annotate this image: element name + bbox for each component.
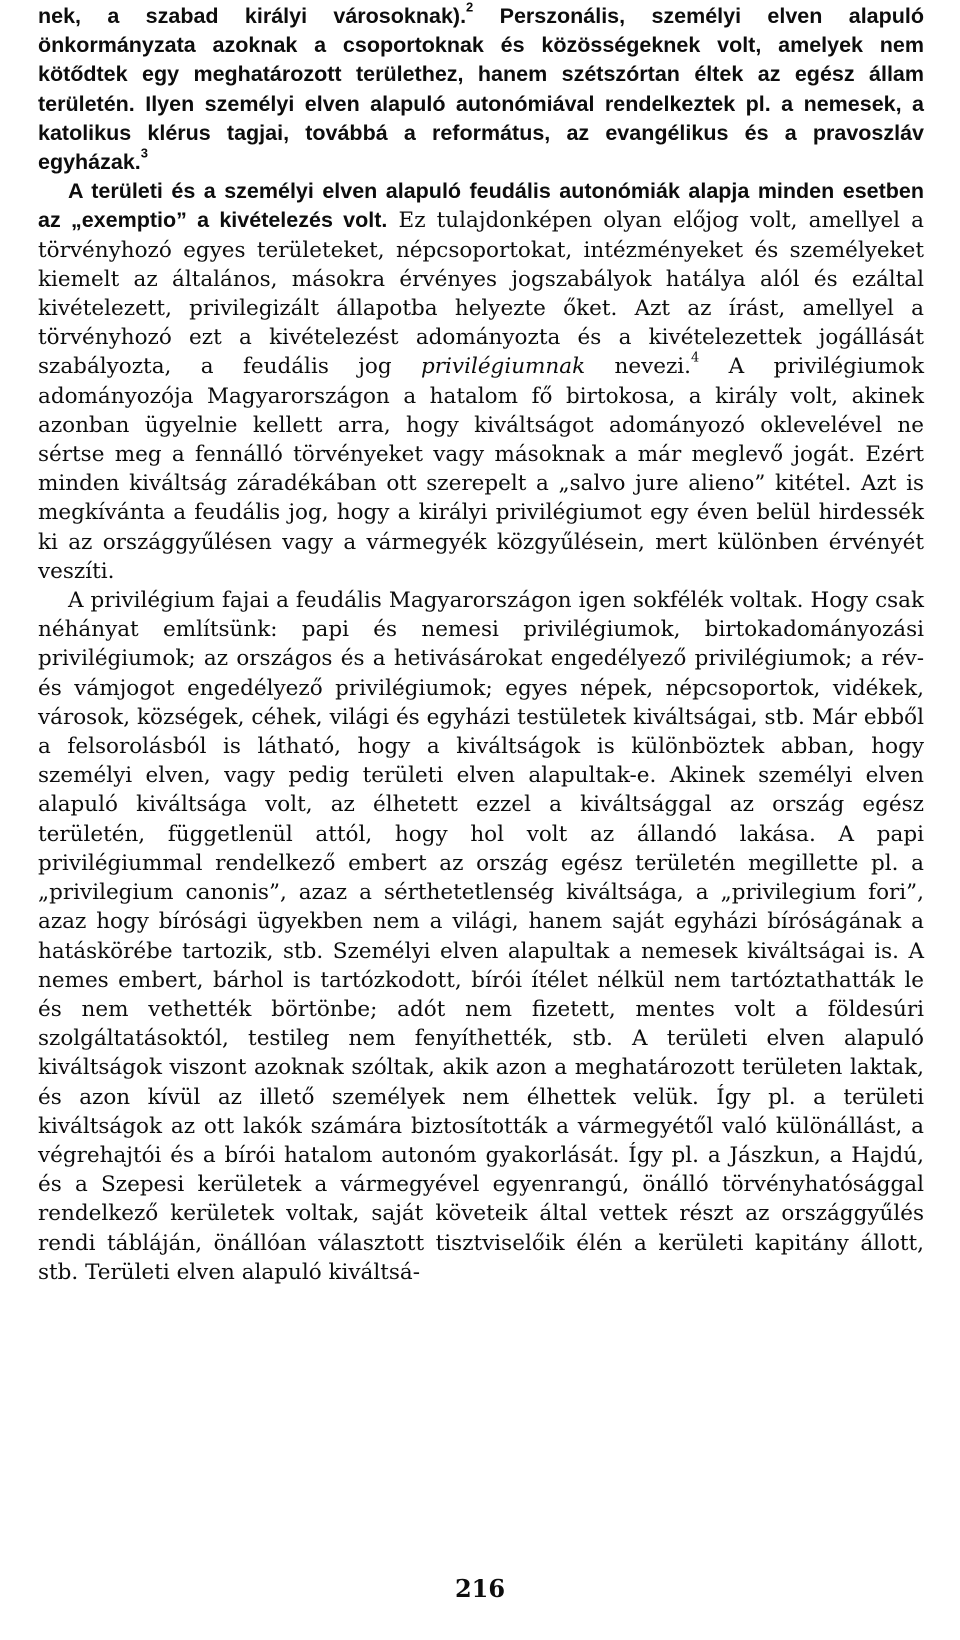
- p2-text-b: Ez tulajdonképen olyan előjog volt, amellyel a törvényhozó egyes területeket, népcsoportokat, intézményeket és személyeket kiemelt az általános, másokra érvényes jogszabályok hatálya alól és ezáltal kivételezett, privilegizált állapotba helyezte őket. Azt az írást, amellyel a törvényhozó ezt a kivételezést adományozta és a kivételezettek jogállását szabályozta, a feudális jog: [38, 208, 924, 380]
- p2-italic-term: privilégiumnak: [421, 354, 586, 380]
- paragraph-1: [38, 2, 924, 177]
- paragraph-3: A privilégium fajai a feudális Magyarországon igen sokfélék voltak. Hogy csak néhányat említsünk: papi és nemesi privilégiumok, birtokadományozási privilégiumok; az országos és a hetivásárokat engedélyező privilégiumok; a rév- és vámjogot engedélyező privilégiumok; egyes népek, népcsoportok, vidékek, városok, községek, céhek, világi és egyházi testületek kiváltságai, stb. Már ebből a felsorolásból is látható, hogy a kiváltságok is különböztek abban, hogy személyi elven, vagy pedig területi elven alapultak-e. Akinek személyi elven alapuló kiváltsága volt, az élhetett ezzel a kiváltsággal az ország egész területén, függetlenül attól, hogy hol volt az állandó lakása. A papi privilégiummal rendelkező embert az ország egész területén megillette pl. a „privilegium canonis”, azaz a sérthetetlenség kiváltsága, a „privilegium fori”, azaz hogy bírósági ügyekben nem a világi, hanem saját egyházi bíróságának a hatáskörébe tartozik, stb. Személyi elven alapultak a nemesek kiváltságai is. A nemes embert, bárhol is tartózkodott, bírói ítélet nélkül nem tartóztathatták le és nem vethették börtönbe; adót nem fizetett, mentes volt a földesúri szolgáltatásoktól, testileg nem fenyíthették, stb. A területi elven alapuló kiváltságok viszont azoknak szóltak, akik azon a meghatározott területen laktak, és azon kívül az illető személyek nem élhettek velük. Így pl. a területi kiváltságok az ott lakók számára biztosították a vármegyétől való különállást, a végrehajtói és a bírói hatalom autonóm gyakorlását. Így pl. a Jászkun, a Hajdú, és a Szepesi kerületek a vármegyével egyenrangú, önálló törvényhatósággal rendelkező kerületek voltak, saját követeik által vettek részt az országgyűlés rendi tábláján, önállóan választott tisztviselőik élén a kerületi kapitány állott, stb. Területi elven alapuló kiváltsá-: [38, 588, 924, 1285]
- page-number: 216: [454, 1574, 506, 1603]
- p1-text-b: Perszonális, személyi elven alapuló önkormányzata azoknak a csoportoknak és közösségeknek volt, amelyek nem kötődtek egy meghatározott területhez, hanem szétszórtan éltek az egész állam területén. Ilyen személyi elven alapuló autonómiával rendelkeztek pl. a nemesek, a katolikus klérus tagjai, továbbá a református, az evangélikus és a pravoszláv egyházak.: [38, 4, 925, 175]
- p2-text-a: A területi és a személyi elven alapuló feudális autonómiák alapja minden esetben az „exemptio” a kivételezés volt.: [38, 179, 924, 233]
- p1-text-a: nek, a szabad királyi városoknak).: [38, 4, 467, 28]
- footnote-ref-4: 4: [691, 350, 700, 366]
- footnote-ref-3: 3: [140, 145, 149, 161]
- p2-text-d: A privilégiumok adományozója Magyarországon a hatalom fő birtokosa, a király volt, akinek azonban ügyelnie kellett arra, hogy kiváltságot adományozó oklevelével ne sértse meg a fennálló törvényeket vagy másoknak a már meglevő jogát. Ezért minden kiváltság záradékában ott szerepelt a „salvo jure alieno” kitétel. Azt is megkívánta a feudális jog, hogy a királyi privilégiumot egy éven belül hirdessék ki az országgyűlésen vagy a vármegyék közgyűlésein, mert különben érvényét veszíti.: [38, 354, 924, 584]
- p2-text-c: nevezi.: [585, 354, 691, 380]
- paragraph-2: [38, 177, 924, 586]
- footnote-ref-2: 2: [466, 0, 474, 15]
